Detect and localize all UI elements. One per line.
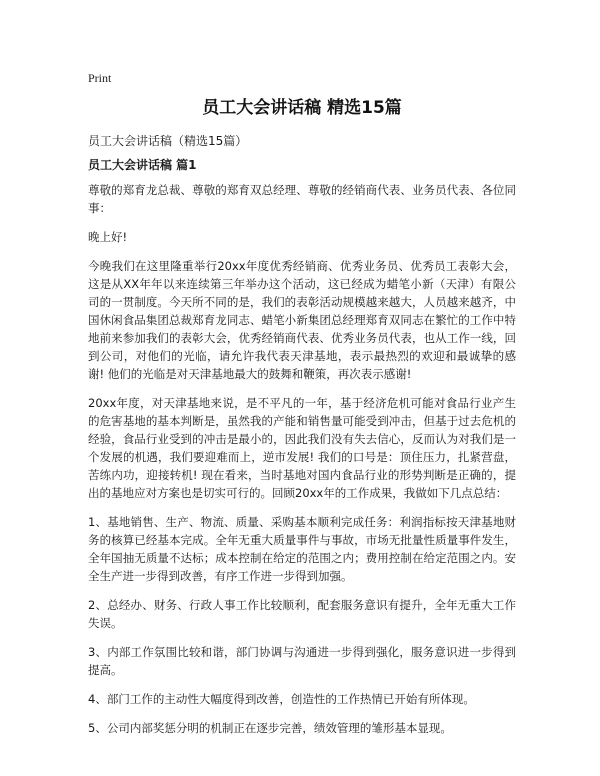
paragraph-point-2: 2、总经办、财务、行政人事工作比较顺利，配套服务意识有提升，全年无重大工作失误。 bbox=[88, 598, 516, 630]
document-title: 员工大会讲话稿 精选15篇 bbox=[202, 98, 402, 118]
paragraph-point-1: 1、基地销售、生产、物流、质量、采购基本顺利完成任务：利润指标按天津基地财务的核算已经基本完成。全年无重大质量事件与事故，市场无批量性质量事件发生，全年国抽无质量不达标；成本控制在给定的范围之内；费用控制在给定范围之内。安全生产进一步得到改善，有序工作进一步得到加强。 bbox=[88, 515, 516, 583]
document-body bbox=[88, 181, 516, 748]
document-subtitle: 员工大会讲话稿（精选15篇） bbox=[88, 134, 248, 148]
paragraph-point-4: 4、部门工作的主动性大幅度得到改善，创造性的工作热情已开始有所体现。 bbox=[88, 692, 475, 706]
print-link[interactable]: Print bbox=[88, 71, 112, 85]
section-heading: 员工大会讲话稿 篇1 bbox=[88, 158, 197, 172]
paragraph-intro: 今晚我们在这里隆重举行20xx年度优秀经销商、优秀业务员、优秀员工表彰大会，这是从XX年年以来连续第三年举办这个活动，这已经成为蜡笔小新（天津）有限公司的一贯制度。今天所不同的是，我们的表彰活动规模越来越大，人员越来越齐，中国休闲食品集团总裁郑育龙同志、蜡笔小新集团总经理郑育双同志在繁忙的工作中特地前来参加我们的表彰大会，优秀经销商代表、优秀业务员代表，也从工作一线，回到公司，对他们的光临，请允许我代表天津基地，表示最热烈的欢迎和最诚挚的感谢! 他们的光临是对天津基地最大的鼓舞和鞭策，再次表示感谢! bbox=[88, 259, 516, 381]
paragraph-point-3: 3、内部工作氛围比较和谐，部门协调与沟通进一步得到强化，服务意识进一步得到提高。 bbox=[88, 645, 516, 677]
paragraph-point-5: 5、公司内部奖惩分明的机制正在逐步完善，绩效管理的雏形基本显现。 bbox=[88, 721, 452, 735]
paragraph-salutation: 尊敬的郑育龙总裁、尊敬的郑育双总经理、尊敬的经销商代表、业务员代表、各位同事： bbox=[88, 183, 516, 215]
paragraph-year-review: 20xx年度，对天津基地来说，是不平凡的一年，基于经济危机可能对食品行业产生的危害基地的基本判断是，虽然我的产能和销售量可能受到冲击，但基于过去危机的经验，食品行业受到的冲击是最小的，因此我们没有失去信心，反而认为对我们是一个发展的机遇，我们要迎难而上，逆市发展! 我们的口号是：顶住压力，扎紧营盘，苦练内功，迎接转机! 现在看来，当时基地对国内食品行业的形势判断是正确的，提出的基地应对方案也是切实可行的。回顾20xx年的工作成果，我做如下几点总结： bbox=[88, 396, 516, 500]
paragraph-greeting: 晚上好! bbox=[88, 230, 128, 244]
